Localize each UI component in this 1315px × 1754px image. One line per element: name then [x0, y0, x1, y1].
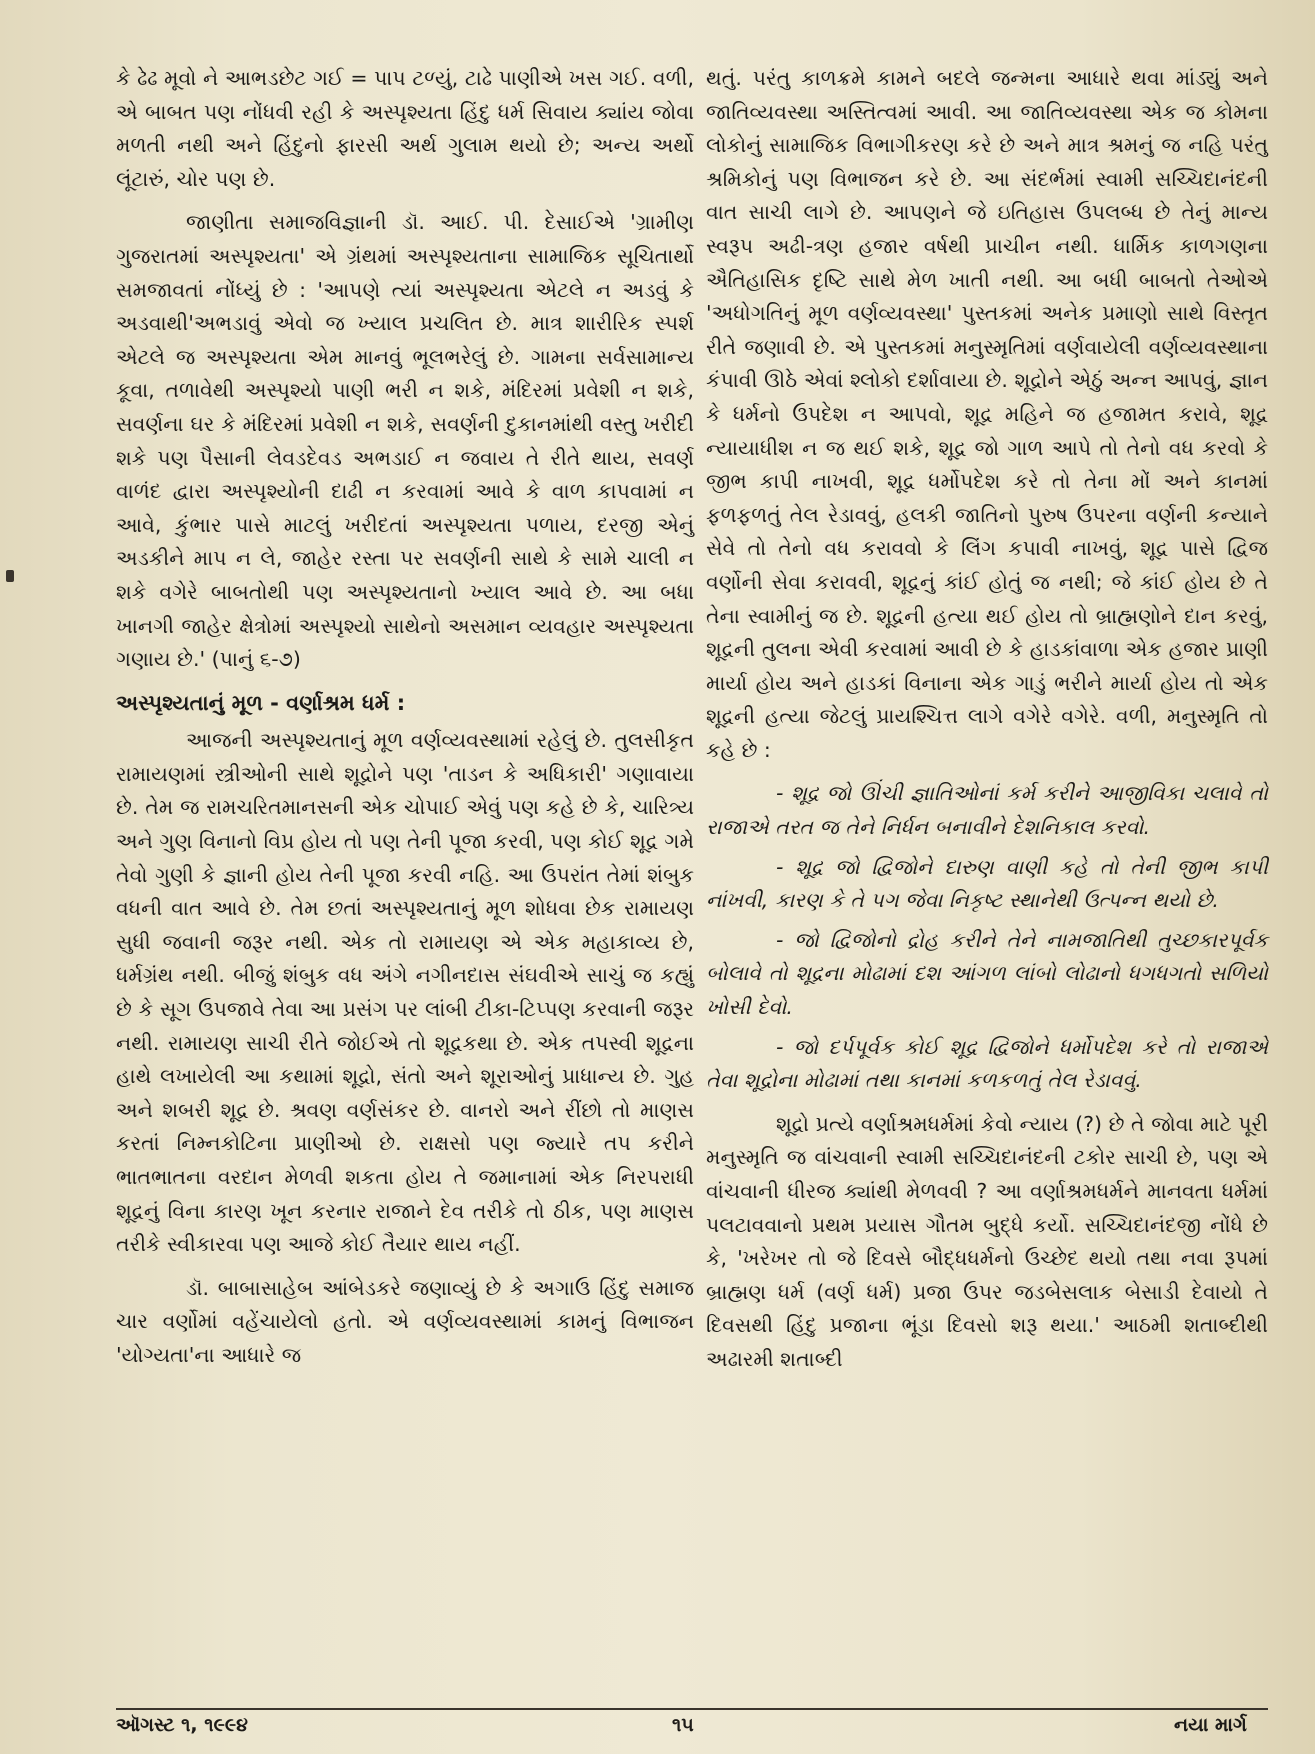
binding-mark [6, 570, 14, 582]
footer-divider [116, 1708, 1268, 1710]
paragraph: કે ઢેઢ મૂવો ને આભડછેટ ગઈ = પાપ ટળ્યું, ટાઢે પાણીએ ખસ ગઈ. વળી, એ બાબત પણ નોંધવી રહી કે અસ્પૃશ્યતા હિંદુ ધર્મ સિવાય ક્યાંય જોવા મળતી નથી અને હિંદુનો ફારસી અર્થ ગુલામ થયો છે; અન્ય અર્થો લૂંટારું, ચોર પણ છે. [116, 66, 694, 191]
quote: - જો દર્પપૂર્વક કોઈ શૂદ્ર દ્વિજોને ધર્મોપદેશ કરે તો રાજાએ તેવા શૂદ્રોના મોઢામાં તથા કાનમાં કળકળતું તેલ રેડાવવું. [706, 1034, 1268, 1093]
paragraph: જાણીતા સમાજવિજ્ઞાની ડૉ. આઈ. પી. દેસાઈએ 'ગ્રામીણ ગુજરાતમાં અસ્પૃશ્યતા' એ ગ્રંથમાં અસ્પૃશ્યતાના સામાજિક સૂચિતાર્થો સમજાવતાં નોંધ્યું છે : 'આપણે ત્યાં અસ્પૃશ્યતા એટલે ન અડવું કે અડવાથી'અભડાવું એવો જ ખ્યાલ પ્રચલિત છે. માત્ર શારીરિક સ્પર્શ એટલે જ અસ્પૃશ્યતા એમ માનવું ભૂલભરેલું છે. ગામના સર્વસામાન્ય કૂવા, તળાવેથી અસ્પૃશ્યો પાણી ભરી ન શકે, મંદિરમાં પ્રવેશી ન શકે, સવર્ણના ઘર કે મંદિરમાં પ્રવેશી ન શકે, સવર્ણની દુકાનમાંથી વસ્તુ ખરીદી શકે પણ પૈસાની લેવડદેવડ અભડાઈ ન જવાય તે રીતે થાય, સવર્ણ વાળંદ દ્વારા અસ્પૃશ્યોની દાઢી ન કરવામાં આવે કે વાળ કાપવામાં ન આવે, કુંભાર પાસે માટલું ખરીદતાં અસ્પૃશ્યતા પળાય, દરજી એનું અડકીને માપ ન લે, જાહેર રસ્તા પર સવર્ણની સાથે કે સામે ચાલી ન શકે વગેરે બાબતોથી પણ અસ્પૃશ્યતાનો ખ્યાલ આવે છે. આ બધા ખાનગી જાહેર ક્ષેત્રોમાં અસ્પૃશ્યો સાથેનો અસમાન વ્યવહાર અસ્પૃશ્યતા ગણાય છે.' (પાનું ૬-૭) [116, 210, 694, 672]
left-column [116, 62, 694, 1373]
paragraph: શૂદ્રો પ્રત્યે વર્ણાશ્રમધર્મમાં કેવો ન્યાય (?) છે તે જોવા માટે પૂરી મનુસ્મૃતિ જ વાંચવાની સ્વામી સચ્ચિદાનંદની ટકોર સાચી છે, પણ એ વાંચવાની ધીરજ ક્યાંથી મેળવવી ? આ વર્ણાશ્રમધર્મને માનવતા ધર્મમાં પલટાવવાનો પ્રથમ પ્રયાસ ગૌતમ બુદ્ધે કર્યો. સચ્ચિદાનંદજી નોંધે છે કે, 'ખરેખર તો જે દિવસે બૌદ્ધધર્મનો ઉચ્છેદ થયો તથા નવા રૂપમાં બ્રાહ્મણ ધર્મ (વર્ણ ધર્મ) પ્રજા ઉપર જડબેસલાક બેસાડી દેવાયો તે દિવસથી હિંદુ પ્રજાના ભૂંડા દિવસો શરૂ થયા.' આઠમી શતાબ્દીથી અઢારમી શતાબ્દી [706, 1111, 1268, 1371]
paragraph: થતું. પરંતુ કાળક્રમે કામને બદલે જન્મના આધારે થવા માંડ્યું અને જાતિવ્યવસ્થા અસ્તિત્વમાં આવી. આ જાતિવ્યવસ્થા એક જ કોમના લોકોનું સામાજિક વિભાગીકરણ કરે છે અને માત્ર શ્રમનું જ નહિ પરંતુ શ્રમિકોનું પણ વિભાજન કરે છે. આ સંદર્ભમાં સ્વામી સચ્ચિદાનંદની વાત સાચી લાગે છે. આપણને જે ઇતિહાસ ઉપલબ્ધ છે તેનું માન્ય સ્વરૂપ અઢી-ત્રણ હજાર વર્ષથી પ્રાચીન નથી. ધાર્મિક કાળગણના ઐતિહાસિક દૃષ્ટિ સાથે મેળ ખાતી નથી. આ બધી બાબતો તેઓએ 'અધોગતિનું મૂળ વર્ણવ્યવસ્થા' પુસ્તકમાં અનેક પ્રમાણો સાથે વિસ્તૃત રીતે જણાવી છે. એ પુસ્તકમાં મનુસ્મૃતિમાં વર્ણવાયેલી વર્ણવ્યવસ્થાના કંપાવી ઊઠે એવાં શ્લોકો દર્શાવાયા છે. શૂદ્રોને એઠું અન્ન આપવું, જ્ઞાન કે ધર્મનો ઉપદેશ ન આપવો, શૂદ્ર મહિને જ હજામત કરાવે, શૂદ્ર ન્યાયાધીશ ન જ થઈ શકે, શૂદ્ર જો ગાળ આપે તો તેનો વધ કરવો કે જીભ કાપી નાખવી, શૂદ્ર ધર્મોપદેશ કરે તો તેના મોં અને કાનમાં ફળફળતું તેલ રેડાવવું, હલકી જાતિનો પુરુષ ઉપરના વર્ણની કન્યાને સેવે તો તેનો વધ કરાવવો કે લિંગ કપાવી નાખવું, શૂદ્ર પાસે દ્વિજ વર્ણોની સેવા કરાવવી, શૂદ્રનું કાંઈ હોતું જ નથી; જે કાંઈ હોય છે તે તેના સ્વામીનું જ છે. શૂદ્રની હત્યા થઈ હોય તો બ્રાહ્મણોને દાન કરવું, શૂદ્રની તુલના એવી કરવામાં આવી છે કે હાડકાંવાળા એક હજાર પ્રાણી માર્યા હોય અને હાડકાં વિનાના એક ગાડું ભરીને માર્યા હોય તો એક શૂદ્રની હત્યા જેટલું પ્રાયશ્ચિત્ત લાગે વગેરે વગેરે. વળી, મનુસ્મૃતિ તો કહે છે : [706, 66, 1268, 762]
page-number: ૧૫ [672, 1714, 694, 1736]
quote: - જો દ્વિજોનો દ્રોહ કરીને તેને નામજાતિથી તુચ્છકારપૂર્વક બોલાવે તો શૂદ્રના મોઢામાં દશ આંગળ લાંબો લોઢાનો ધગધગતો સળિયો ખોસી દેવો. [706, 927, 1268, 1020]
quote: - શૂદ્ર જો ઊંચી જ્ઞાતિઓનાં કર્મ કરીને આજીવિકા ચલાવે તો રાજાએ તરત જ તેને નિર્ધન બનાવીને દેશનિકાલ કરવો. [706, 781, 1268, 840]
paragraph: ડૉ. બાબાસાહેબ આંબેડકરે જણાવ્યું છે કે અગાઉ હિંદુ સમાજ ચાર વર્ણોમાં વહેંચાયેલો હતો. એ વર્ણવ્યવસ્થામાં કામનું વિભાજન 'યોગ્યતા'ના આધારે જ [116, 1275, 694, 1367]
quote: - શૂદ્ર જો દ્વિજોને દારુણ વાણી કહે તો તેની જીભ કાપી નાંખવી, કારણ કે તે પગ જેવા નિકૃષ્ટ સ્થાનેથી ઉત્પન્ન થયો છે. [706, 854, 1268, 913]
section-heading: અસ્પૃશ્યતાનું મૂળ - વર્ણાશ્રમ ધર્મ : [116, 690, 406, 715]
magazine-name: નયા માર્ગ [1174, 1714, 1247, 1736]
footer-date: ઑગસ્ટ ૧, ૧૯૯૪ [116, 1714, 248, 1736]
right-column [706, 62, 1268, 1377]
paragraph: આજની અસ્પૃશ્યતાનું મૂળ વર્ણવ્યવસ્થામાં રહેલું છે. તુલસીકૃત રામાયણમાં સ્ત્રીઓની સાથે શૂદ્રોને પણ 'તાડન કે અધિકારી' ગણાવાયા છે. તેમ જ રામચરિતમાનસની એક ચોપાઈ એવું પણ કહે છે કે, ચારિત્ર્ય અને ગુણ વિનાનો વિપ્ર હોય તો પણ તેની પૂજા કરવી, પણ કોઈ શૂદ્ર ગમે તેવો ગુણી કે જ્ઞાની હોય તેની પૂજા કરવી નહિ. આ ઉપરાંત તેમાં શંબુક વધની વાત આવે છે. તેમ છતાં અસ્પૃશ્યતાનું મૂળ શોધવા છેક રામાયણ સુધી જવાની જરૂર નથી. એક તો રામાયણ એ એક મહાકાવ્ય છે, ધર્મગ્રંથ નથી. બીજું શંબુક વધ અંગે નગીનદાસ સંઘવીએ સાચું જ કહ્યું છે કે સૂગ ઉપજાવે તેવા આ પ્રસંગ પર લાંબી ટીકા-ટિપ્પણ કરવાની જરૂર નથી. રામાયણ સાચી રીતે જોઈએ તો શૂદ્રકથા છે. એક તપસ્વી શૂદ્રના હાથે લખાયેલી આ કથામાં શૂદ્રો, સંતો અને શૂરાઓનું પ્રાધાન્ય છે. ગુહ અને શબરી શૂદ્ર છે. શ્રવણ વર્ણસંકર છે. વાનરો અને રીંછો તો માણસ કરતાં નિમ્નકોટિના પ્રાણીઓ છે. રાક્ષસો પણ જ્યારે તપ કરીને ભાતભાતના વરદાન મેળવી શકતા હોય તે જમાનામાં એક નિરપરાધી શૂદ્રનું વિના કારણ ખૂન કરનાર રાજાને દેવ તરીકે તો ઠીક, પણ માણસ તરીકે સ્વીકારવા પણ આજે કોઈ તૈયાર થાય નહીં. [116, 728, 694, 1257]
